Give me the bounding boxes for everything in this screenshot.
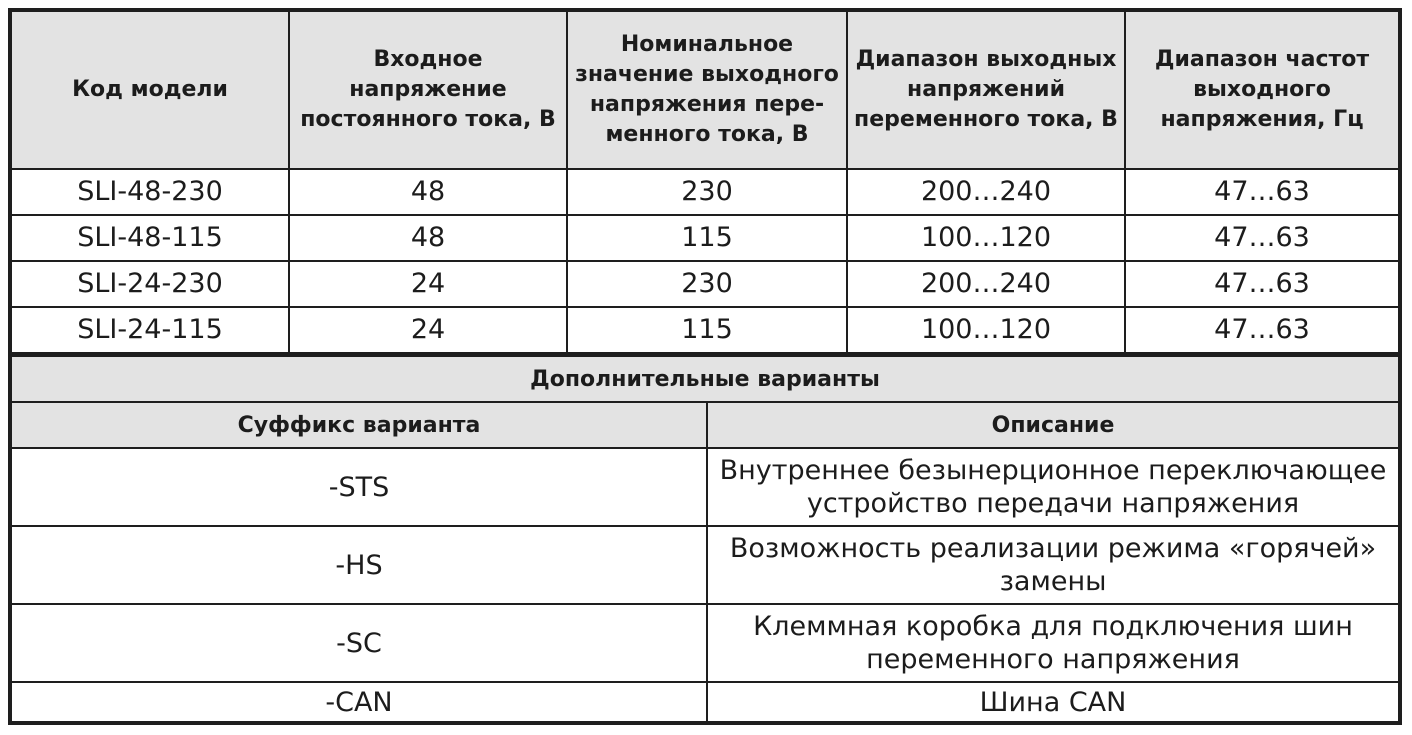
cell-variant-suffix: -SC bbox=[12, 604, 707, 682]
options-header-row bbox=[12, 402, 1398, 448]
table-row bbox=[12, 604, 1398, 682]
cell-frequency-range: 47…63 bbox=[1125, 307, 1398, 353]
header-output-voltage-range: Диапазон выходных напряжений переменного тока, В bbox=[847, 12, 1125, 169]
cell-variant-suffix: -HS bbox=[12, 526, 707, 604]
header-variant-suffix: Суффикс варианта bbox=[12, 402, 707, 448]
cell-input-voltage: 48 bbox=[289, 169, 567, 215]
header-output-frequency-range: Диапазон частот выходного напряжения, Гц bbox=[1125, 12, 1398, 169]
table-row bbox=[12, 307, 1398, 353]
cell-variant-description: Возможность реализации режима «горячей» замены bbox=[707, 526, 1398, 604]
cell-input-voltage: 24 bbox=[289, 307, 567, 353]
cell-model-code: SLI-24-230 bbox=[12, 261, 289, 307]
header-description: Описание bbox=[707, 402, 1398, 448]
cell-nominal-output: 230 bbox=[567, 169, 847, 215]
cell-frequency-range: 47…63 bbox=[1125, 261, 1398, 307]
cell-output-range: 200…240 bbox=[847, 169, 1125, 215]
cell-output-range: 200…240 bbox=[847, 261, 1125, 307]
cell-nominal-output: 115 bbox=[567, 307, 847, 353]
cell-model-code: SLI-48-115 bbox=[12, 215, 289, 261]
cell-model-code: SLI-24-115 bbox=[12, 307, 289, 353]
cell-input-voltage: 24 bbox=[289, 261, 567, 307]
cell-variant-suffix: -CAN bbox=[12, 682, 707, 721]
cell-input-voltage: 48 bbox=[289, 215, 567, 261]
cell-variant-suffix: -STS bbox=[12, 448, 707, 526]
model-table-header-row bbox=[12, 12, 1398, 169]
cell-output-range: 100…120 bbox=[847, 215, 1125, 261]
spec-table-frame bbox=[8, 8, 1402, 725]
table-row bbox=[12, 682, 1398, 721]
cell-model-code: SLI-48-230 bbox=[12, 169, 289, 215]
table-row bbox=[12, 526, 1398, 604]
options-section-title: Дополнительные варианты bbox=[12, 356, 1398, 403]
cell-frequency-range: 47…63 bbox=[1125, 169, 1398, 215]
cell-variant-description: Клеммная коробка для подключения шин переменного напряжения bbox=[707, 604, 1398, 682]
header-input-voltage: Входное напряжение постоянного тока, В bbox=[289, 12, 567, 169]
options-title-row bbox=[12, 356, 1398, 403]
cell-frequency-range: 47…63 bbox=[1125, 215, 1398, 261]
header-nominal-output-voltage: Номинальное значение выходного напряжения переменного тока, В bbox=[567, 12, 847, 169]
table-row bbox=[12, 215, 1398, 261]
header-model-code: Код модели bbox=[12, 12, 289, 169]
cell-variant-description: Внутреннее безынерционное переключающее устройство передачи напряжения bbox=[707, 448, 1398, 526]
table-row bbox=[12, 169, 1398, 215]
model-table bbox=[12, 12, 1398, 354]
cell-variant-description: Шина CAN bbox=[707, 682, 1398, 721]
table-row bbox=[12, 261, 1398, 307]
cell-nominal-output: 115 bbox=[567, 215, 847, 261]
cell-output-range: 100…120 bbox=[847, 307, 1125, 353]
options-table bbox=[12, 354, 1398, 721]
table-row bbox=[12, 448, 1398, 526]
cell-nominal-output: 230 bbox=[567, 261, 847, 307]
